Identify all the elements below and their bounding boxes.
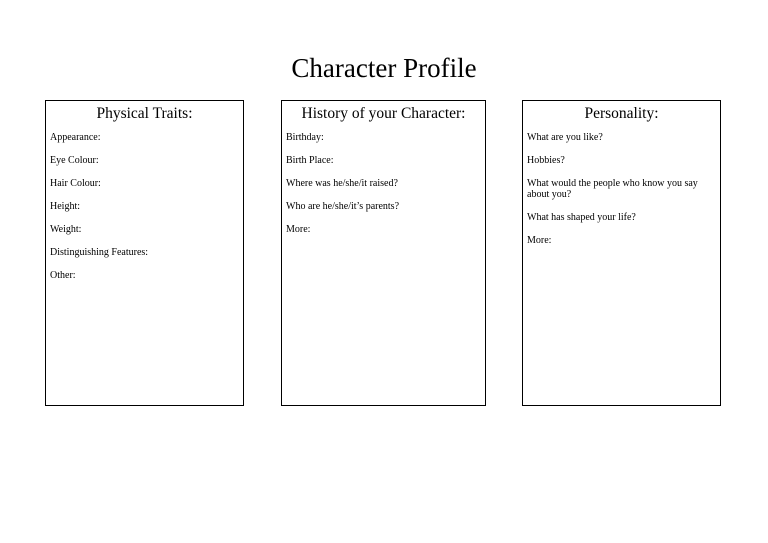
field-birthday: Birthday:: [286, 132, 324, 143]
field-weight: Weight:: [50, 224, 82, 235]
physical-traits-field-list: [50, 132, 239, 281]
physical-traits-section: [45, 100, 244, 406]
personality-field-list: [527, 132, 716, 246]
field-distinguishing-features: Distinguishing Features:: [50, 247, 149, 258]
field-personality-more: More:: [527, 235, 552, 246]
page-title: Character Profile: [291, 53, 477, 83]
physical-traits-heading: Physical Traits:: [96, 105, 193, 122]
field-history-more: More:: [286, 224, 311, 235]
field-eye-colour: Eye Colour:: [50, 155, 99, 166]
field-what-are-you-like: What are you like?: [527, 132, 603, 143]
field-where-raised: Where was he/she/it raised?: [286, 178, 398, 189]
field-hobbies: Hobbies?: [527, 155, 565, 166]
history-field-list: [286, 132, 481, 235]
field-parents: Who are he/she/it’s parents?: [286, 201, 400, 212]
personality-section: [522, 100, 721, 406]
history-section: [281, 100, 486, 406]
field-appearance: Appearance:: [50, 132, 101, 143]
field-hair-colour: Hair Colour:: [50, 178, 101, 189]
field-what-shaped-life: What has shaped your life?: [527, 212, 636, 223]
field-birth-place: Birth Place:: [286, 155, 334, 166]
field-other: Other:: [50, 270, 76, 281]
history-heading: History of your Character:: [301, 105, 466, 122]
personality-heading: Personality:: [584, 105, 659, 122]
field-height: Height:: [50, 201, 80, 212]
field-what-people-say: What would the people who know you say about you?: [527, 178, 698, 200]
